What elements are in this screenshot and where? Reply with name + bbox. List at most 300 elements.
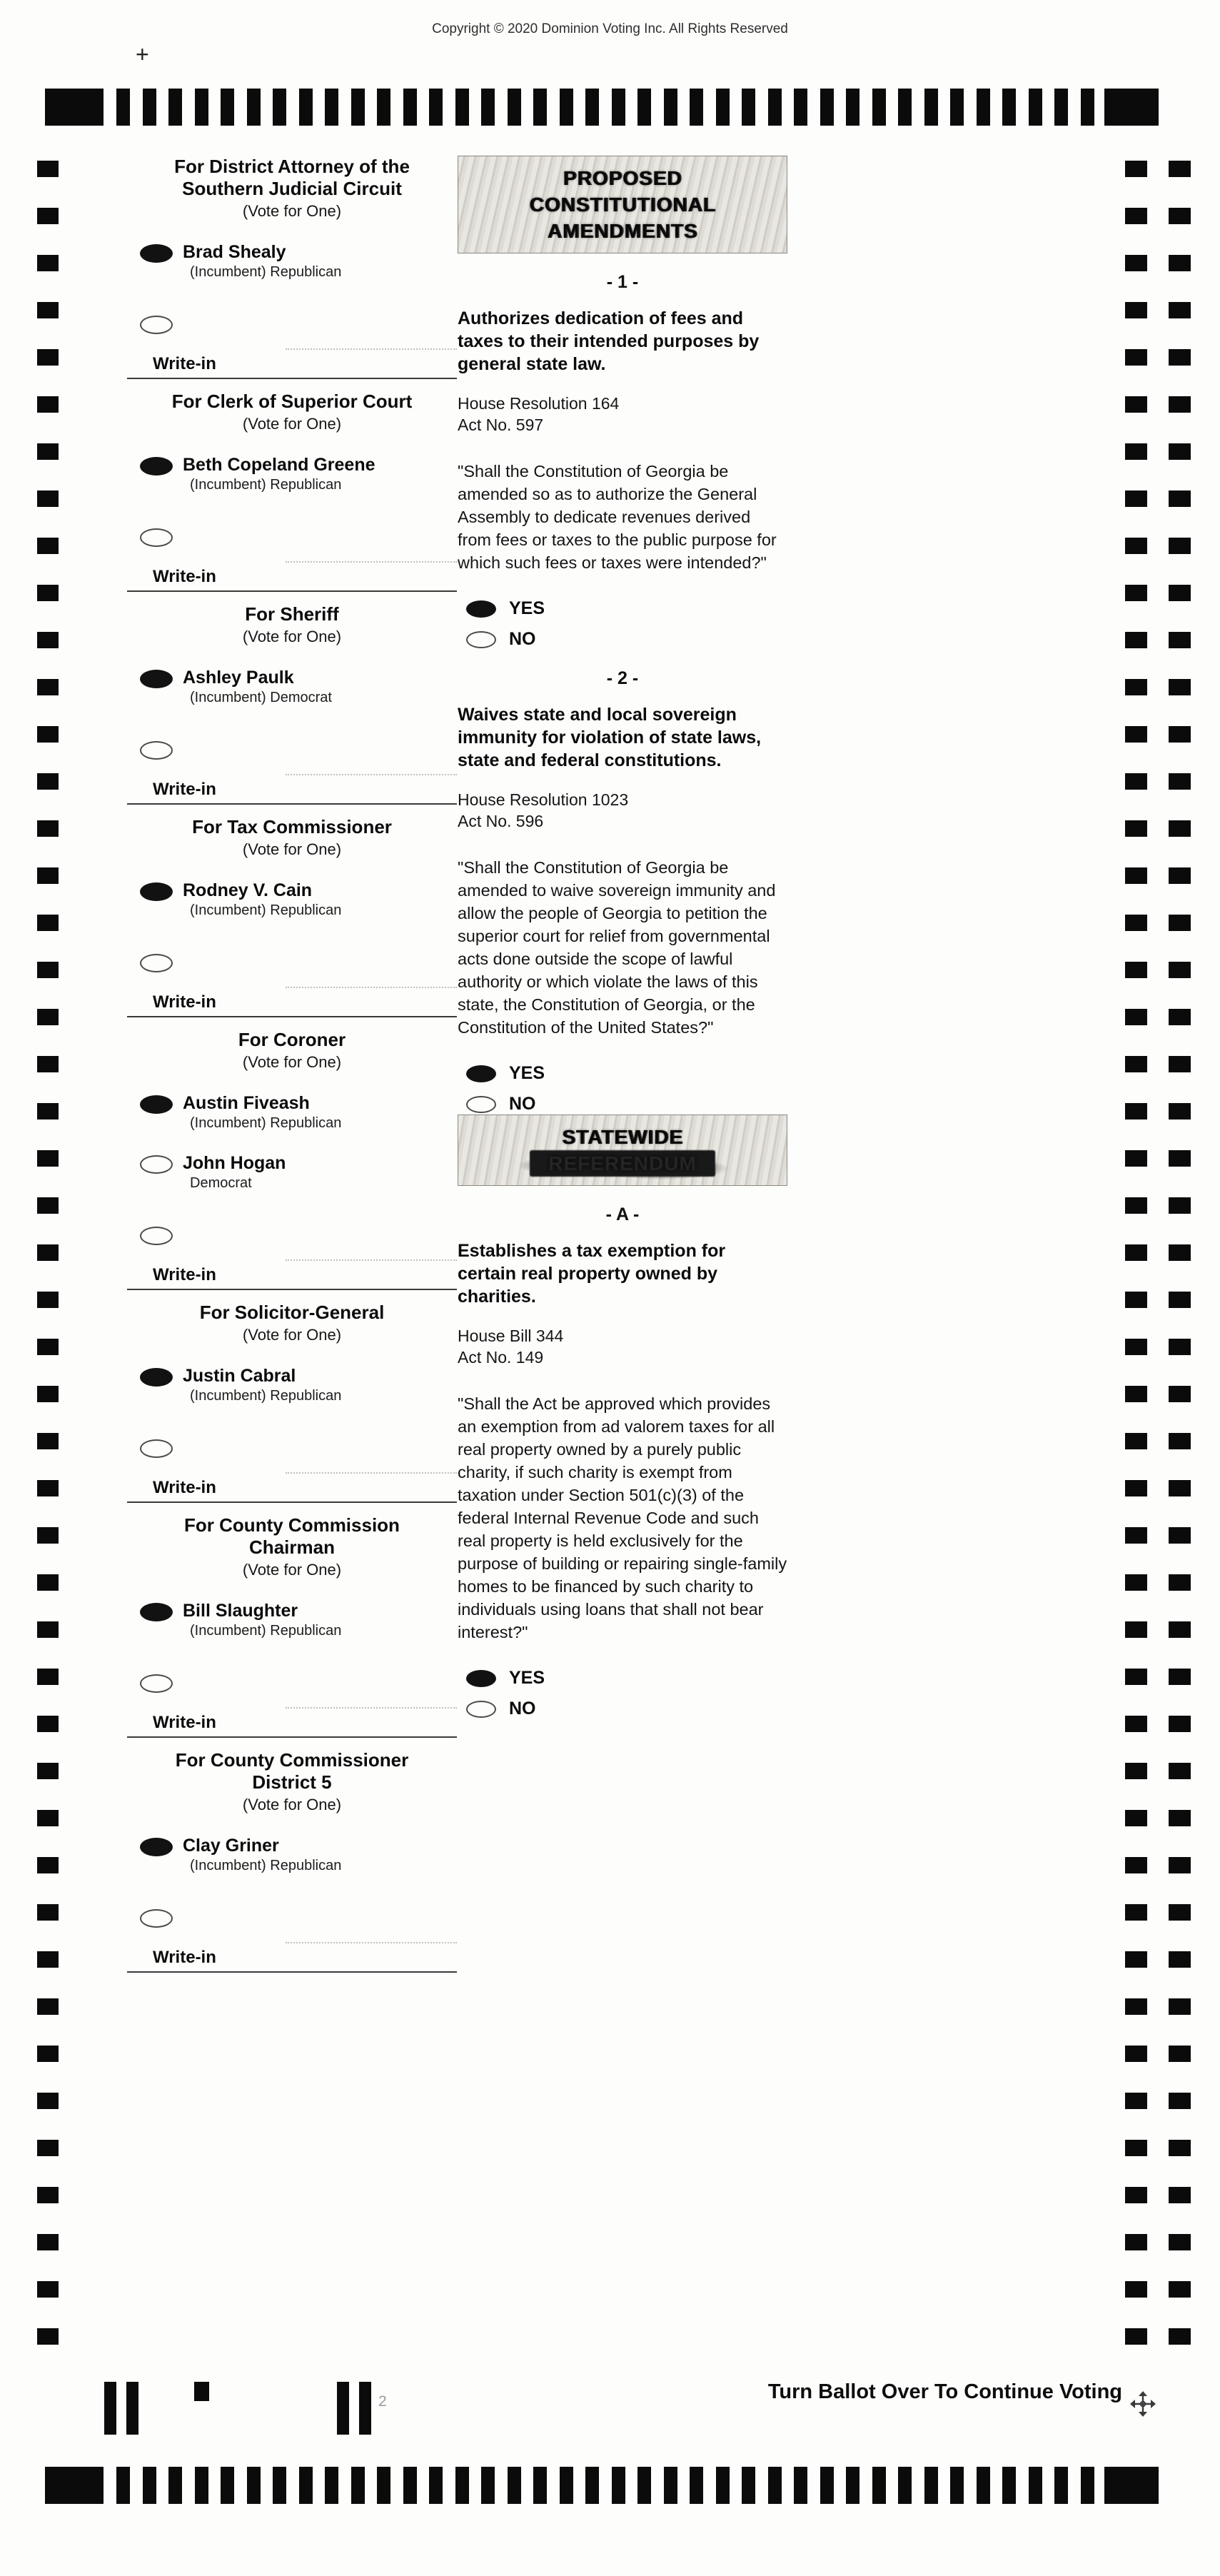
timing-mark xyxy=(455,2467,469,2504)
write-in-rule-line xyxy=(286,348,457,350)
timing-mark xyxy=(1169,2281,1191,2298)
yes-oval[interactable] xyxy=(466,1670,496,1687)
timing-mark xyxy=(37,2140,59,2156)
yes-oval[interactable] xyxy=(466,1065,496,1082)
timing-mark-corner xyxy=(45,2467,104,2504)
timing-mark xyxy=(1081,89,1094,126)
yes-row xyxy=(466,1063,787,1084)
no-label: NO xyxy=(509,1699,536,1719)
candidate-text xyxy=(183,1366,341,1404)
write-in-oval[interactable] xyxy=(140,954,173,972)
timing-mark xyxy=(820,89,834,126)
timing-mark xyxy=(37,1998,59,2015)
contest xyxy=(127,603,457,805)
write-in-choice-row xyxy=(140,526,457,547)
timing-mark xyxy=(1169,2046,1191,2062)
timing-mark xyxy=(742,89,755,126)
contest-instruction: (Vote for One) xyxy=(242,415,342,433)
timing-mark xyxy=(846,2467,859,2504)
timing-mark xyxy=(1125,2281,1147,2298)
timing-mark xyxy=(1125,1810,1147,1826)
write-in-oval[interactable] xyxy=(140,1674,173,1693)
ballot-id-mark xyxy=(126,2382,138,2435)
timing-mark xyxy=(716,2467,730,2504)
contest-title: For Tax Commissioner xyxy=(192,816,392,837)
timing-mark xyxy=(1125,208,1147,224)
timing-mark xyxy=(1169,585,1191,601)
candidate-oval[interactable] xyxy=(140,882,173,901)
write-in-rule-line xyxy=(286,1472,457,1474)
timing-mark xyxy=(1169,1339,1191,1355)
timing-mark xyxy=(37,490,59,507)
timing-mark xyxy=(37,396,59,413)
timing-mark xyxy=(898,89,912,126)
measure-question: "Shall the Act be approved which provides an exemption from ad valorem taxes for all real property owned by a purely public charity, if such charity is exempt from taxation under Section 501(c)(3) of the federal Internal Revenue Code and such real property is held exclusively for the purpose of building or repairing single-family homes to be financed by such charity to individuals using loans that shall not bear interest?" xyxy=(458,1394,787,1641)
write-in-area[interactable] xyxy=(127,1265,457,1290)
candidate-detail: (Incumbent) Republican xyxy=(190,1115,342,1131)
timing-mark xyxy=(1125,161,1147,177)
timing-mark xyxy=(508,89,521,126)
timing-mark xyxy=(1125,632,1147,648)
contest-instruction: (Vote for One) xyxy=(242,1796,342,1813)
timing-mark xyxy=(1125,1056,1147,1072)
candidate-name: Brad Shealy xyxy=(183,242,286,262)
write-in-area[interactable] xyxy=(127,1478,457,1503)
timing-mark xyxy=(1125,1292,1147,1308)
timing-mark xyxy=(1169,2328,1191,2345)
ballot-id-mark xyxy=(104,2382,116,2435)
timing-mark xyxy=(977,2467,990,2504)
timing-mark xyxy=(794,2467,807,2504)
timing-mark xyxy=(481,89,495,126)
measure-section-header: STATEWIDE REFERENDUM xyxy=(458,1115,787,1186)
timing-mark xyxy=(1125,1480,1147,1496)
candidate-oval[interactable] xyxy=(140,1603,173,1621)
timing-mark xyxy=(690,89,703,126)
candidate-list xyxy=(127,455,457,493)
timing-mark xyxy=(950,2467,964,2504)
timing-mark xyxy=(1169,1292,1191,1308)
timing-mark xyxy=(37,302,59,318)
timing-mark xyxy=(1169,679,1191,695)
timing-mark xyxy=(1125,1857,1147,1873)
candidate-list xyxy=(127,880,457,919)
candidate-oval[interactable] xyxy=(140,670,173,688)
no-label: NO xyxy=(509,629,536,649)
timing-mark xyxy=(325,2467,338,2504)
write-in-area[interactable] xyxy=(127,1713,457,1738)
write-in-label: Write-in xyxy=(153,780,216,799)
timing-mark xyxy=(1169,443,1191,460)
write-in-area[interactable] xyxy=(127,1948,457,1973)
timing-mark xyxy=(168,89,182,126)
contest-instruction: (Vote for One) xyxy=(242,1326,342,1344)
timing-mark xyxy=(1169,726,1191,743)
timing-mark xyxy=(37,585,59,601)
timing-mark xyxy=(1125,820,1147,837)
contest xyxy=(127,156,457,379)
measure-summary: Waives state and local sovereign immunity for violation of state laws, state and federal constitutions. xyxy=(458,705,762,770)
timing-mark xyxy=(37,773,59,790)
write-in-label: Write-in xyxy=(153,354,216,373)
ballot-id-mark xyxy=(359,2382,371,2435)
write-in-rule-line xyxy=(286,1942,457,1943)
timing-mark xyxy=(1169,1197,1191,1214)
contest-title: For District Attorney of the Southern Judicial Circuit xyxy=(174,156,410,199)
timing-mark xyxy=(37,1810,59,1826)
timing-mark xyxy=(1125,1386,1147,1402)
write-in-label: Write-in xyxy=(153,1713,216,1732)
contest-title: For Coroner xyxy=(238,1029,346,1050)
timing-mark-corner xyxy=(1104,89,1159,126)
timing-mark xyxy=(325,89,338,126)
timing-mark xyxy=(1169,1150,1191,1167)
ballot-measure xyxy=(458,1204,787,1719)
timing-mark xyxy=(1125,490,1147,507)
timing-mark xyxy=(37,2046,59,2062)
timing-mark xyxy=(533,89,547,126)
timing-mark xyxy=(37,2187,59,2203)
no-label: NO xyxy=(509,1094,536,1114)
contest xyxy=(127,1514,457,1738)
timing-mark xyxy=(37,1904,59,1921)
candidate-oval[interactable] xyxy=(140,1095,173,1114)
timing-mark xyxy=(1125,1763,1147,1779)
no-oval[interactable] xyxy=(466,1701,496,1718)
timing-mark xyxy=(37,538,59,554)
yes-label: YES xyxy=(509,1668,545,1688)
timing-mark xyxy=(116,89,130,126)
candidate-oval[interactable] xyxy=(140,1368,173,1387)
timing-mark xyxy=(612,89,625,126)
timing-mark xyxy=(1002,89,1016,126)
timing-mark xyxy=(1169,962,1191,978)
no-oval[interactable] xyxy=(466,1096,496,1113)
candidate-oval[interactable] xyxy=(140,1838,173,1856)
timing-mark xyxy=(1169,538,1191,554)
timing-mark xyxy=(37,1103,59,1120)
measure-references: House Resolution 1023 Act No. 596 xyxy=(458,790,629,830)
measure-summary: Authorizes dedication of fees and taxes to their intended purposes by general state law. xyxy=(458,308,760,374)
copyright-line: Copyright © 2020 Dominion Voting Inc. All Rights Reserved xyxy=(432,21,788,36)
write-in-choice-row xyxy=(140,739,457,760)
timing-mark xyxy=(1125,1669,1147,1685)
timing-mark xyxy=(1169,1763,1191,1779)
timing-mark xyxy=(1125,2187,1147,2203)
contest-title: For Clerk of Superior Court xyxy=(171,391,413,412)
candidate-text xyxy=(183,1836,341,1874)
timing-mark xyxy=(585,89,599,126)
timing-mark xyxy=(1169,1810,1191,1826)
candidate-text xyxy=(183,455,375,493)
timing-mark xyxy=(37,1386,59,1402)
timing-mark xyxy=(37,1056,59,1072)
timing-mark xyxy=(1169,1480,1191,1496)
timing-mark xyxy=(585,2467,599,2504)
timing-mark xyxy=(1169,1386,1191,1402)
candidate-text xyxy=(183,1601,341,1639)
timing-mark xyxy=(37,820,59,837)
timing-mark xyxy=(351,2467,365,2504)
candidate-list xyxy=(127,1366,457,1404)
timing-mark xyxy=(403,89,417,126)
timing-mark xyxy=(1125,349,1147,366)
timing-mark xyxy=(1125,1527,1147,1544)
write-in-choice-row xyxy=(140,952,457,972)
measure-summary: Establishes a tax exemption for certain real property owned by charities. xyxy=(458,1241,726,1307)
candidate-name: Beth Copeland Greene xyxy=(183,455,375,475)
candidate-detail: (Incumbent) Republican xyxy=(190,1388,342,1404)
timing-mark xyxy=(1125,1197,1147,1214)
timing-mark xyxy=(1081,2467,1094,2504)
contest-title: For Solicitor-General xyxy=(199,1302,385,1323)
candidate-detail: (Incumbent) Democrat xyxy=(190,690,332,705)
contest-instruction: (Vote for One) xyxy=(242,202,342,220)
timing-mark xyxy=(37,915,59,931)
timing-mark xyxy=(37,1244,59,1261)
timing-mark xyxy=(1169,1716,1191,1732)
timing-mark xyxy=(1125,396,1147,413)
timing-mark xyxy=(37,208,59,224)
timing-mark xyxy=(1125,1339,1147,1355)
timing-mark xyxy=(37,2234,59,2250)
timing-mark xyxy=(1125,2093,1147,2109)
timing-mark xyxy=(560,89,573,126)
candidate-row xyxy=(140,455,457,493)
candidate-detail: (Incumbent) Republican xyxy=(190,264,342,280)
timing-mark xyxy=(1169,490,1191,507)
candidate-row xyxy=(140,1366,457,1404)
candidate-row xyxy=(140,880,457,919)
candidate-row xyxy=(140,1093,457,1132)
timing-mark xyxy=(143,89,156,126)
timing-mark xyxy=(1125,302,1147,318)
timing-mark xyxy=(37,1150,59,1167)
candidate-name: Ashley Paulk xyxy=(183,668,294,688)
ballot-id-mark xyxy=(194,2382,209,2401)
write-in-label: Write-in xyxy=(153,1948,216,1967)
timing-mark xyxy=(1169,2093,1191,2109)
timing-mark xyxy=(429,2467,443,2504)
timing-mark xyxy=(872,89,886,126)
timing-mark xyxy=(716,89,730,126)
write-in-oval[interactable] xyxy=(140,1909,173,1928)
contest-title: For County Commission Chairman xyxy=(184,1514,400,1558)
timing-mark xyxy=(481,2467,495,2504)
timing-mark xyxy=(1125,1621,1147,1638)
measures-column xyxy=(458,156,787,1719)
timing-mark xyxy=(1125,1998,1147,2015)
timing-mark xyxy=(1029,2467,1042,2504)
ballot-id-mark xyxy=(337,2382,349,2435)
candidate-list xyxy=(127,242,457,281)
timing-mark xyxy=(1169,1103,1191,1120)
timing-mark xyxy=(1125,679,1147,695)
timing-mark xyxy=(637,89,651,126)
timing-mark xyxy=(1125,1904,1147,1921)
timing-mark xyxy=(37,1009,59,1025)
contest-instruction: (Vote for One) xyxy=(242,840,342,858)
candidate-detail: (Incumbent) Republican xyxy=(190,1858,342,1873)
timing-mark xyxy=(1125,726,1147,743)
candidate-row xyxy=(140,242,457,281)
yes-row xyxy=(466,1668,787,1689)
timing-mark xyxy=(794,89,807,126)
timing-mark xyxy=(1125,2140,1147,2156)
timing-mark xyxy=(195,89,208,126)
measure-number: - 1 - xyxy=(606,272,639,292)
write-in-area[interactable] xyxy=(127,780,457,805)
timing-mark xyxy=(1169,208,1191,224)
timing-mark xyxy=(1169,867,1191,884)
timing-mark xyxy=(1169,1056,1191,1072)
timing-mark xyxy=(1169,632,1191,648)
timing-mark xyxy=(37,1480,59,1496)
timing-mark xyxy=(1125,1009,1147,1025)
timing-mark xyxy=(1169,1669,1191,1685)
measure-question: "Shall the Constitution of Georgia be amended to waive sovereign immunity and allow the people of Georgia to petition the superior court for relief from governmental acts done outside the scope of lawful authority or which violate the laws of this state, the Constitution of Georgia, or the Constitution of the United States?" xyxy=(458,858,776,1037)
candidate-oval[interactable] xyxy=(140,1155,173,1174)
timing-mark xyxy=(533,2467,547,2504)
timing-mark xyxy=(1125,2328,1147,2345)
timing-mark xyxy=(221,89,234,126)
timing-mark xyxy=(1054,2467,1068,2504)
measure-question: "Shall the Constitution of Georgia be amended so as to authorize the General Assembly to dedicate revenues derived from fees or taxes to the public purpose for which such fees or taxes were intended?" xyxy=(458,462,777,572)
timing-mark xyxy=(37,1716,59,1732)
timing-mark xyxy=(37,2281,59,2298)
candidate-list xyxy=(127,1093,457,1192)
timing-mark xyxy=(1125,538,1147,554)
timing-mark xyxy=(846,89,859,126)
timing-mark xyxy=(1169,2234,1191,2250)
timing-mark xyxy=(1125,867,1147,884)
write-in-area[interactable] xyxy=(127,354,457,379)
timing-mark xyxy=(1169,255,1191,271)
candidate-text xyxy=(183,880,341,919)
timing-mark xyxy=(1125,773,1147,790)
timing-mark xyxy=(1169,302,1191,318)
candidate-name: John Hogan xyxy=(183,1153,286,1173)
yes-oval[interactable] xyxy=(466,600,496,618)
timing-mark xyxy=(1169,1857,1191,1873)
write-in-choice-row xyxy=(140,313,457,334)
candidate-row xyxy=(140,1601,457,1639)
sheet-number: 2 xyxy=(378,2393,387,2410)
no-oval[interactable] xyxy=(466,631,496,648)
write-in-rule-line xyxy=(286,1707,457,1709)
candidate-detail: (Incumbent) Republican xyxy=(190,902,342,918)
timing-mark xyxy=(1169,1433,1191,1449)
timing-mark xyxy=(742,2467,755,2504)
timing-mark xyxy=(1169,1621,1191,1638)
timing-mark xyxy=(37,1574,59,1591)
write-in-oval[interactable] xyxy=(140,1227,173,1245)
timing-mark xyxy=(690,2467,703,2504)
timing-mark xyxy=(37,349,59,366)
timing-mark xyxy=(1002,2467,1016,2504)
write-in-rule-line xyxy=(286,561,457,563)
timing-mark xyxy=(1125,2046,1147,2062)
contests-column xyxy=(127,156,457,1973)
write-in-choice-row xyxy=(140,1907,457,1928)
timing-mark xyxy=(37,1433,59,1449)
timing-mark xyxy=(1169,1574,1191,1591)
timing-mark xyxy=(37,1857,59,1873)
no-row xyxy=(466,1699,787,1719)
candidate-detail: (Incumbent) Republican xyxy=(190,1623,342,1639)
timing-mark xyxy=(1169,396,1191,413)
timing-mark xyxy=(37,1197,59,1214)
candidate-detail: (Incumbent) Republican xyxy=(190,477,342,493)
timing-mark xyxy=(1169,161,1191,177)
measure-number: - A - xyxy=(605,1204,640,1224)
contest xyxy=(127,1302,457,1503)
write-in-choice-row xyxy=(140,1672,457,1693)
no-row xyxy=(466,629,787,650)
timing-mark-corner xyxy=(1104,2467,1159,2504)
write-in-oval[interactable] xyxy=(140,316,173,334)
timing-mark xyxy=(455,89,469,126)
timing-mark xyxy=(143,2467,156,2504)
timing-mark xyxy=(299,89,313,126)
write-in-label: Write-in xyxy=(153,992,216,1012)
candidate-name: Clay Griner xyxy=(183,1836,279,1856)
timing-mark xyxy=(37,1339,59,1355)
timing-mark xyxy=(872,2467,886,2504)
candidate-name: Bill Slaughter xyxy=(183,1601,298,1621)
timing-mark xyxy=(508,2467,521,2504)
timing-mark xyxy=(37,1292,59,1308)
timing-mark xyxy=(1125,915,1147,931)
write-in-oval[interactable] xyxy=(140,741,173,760)
timing-mark xyxy=(37,1763,59,1779)
timing-mark xyxy=(1125,1244,1147,1261)
timing-mark xyxy=(299,2467,313,2504)
timing-mark xyxy=(1125,443,1147,460)
contest xyxy=(127,1749,457,1973)
contest-instruction: (Vote for One) xyxy=(242,1053,342,1071)
contest-title: For County Commissioner District 5 xyxy=(175,1749,409,1793)
timing-mark xyxy=(37,726,59,743)
timing-mark xyxy=(37,2093,59,2109)
timing-mark xyxy=(116,2467,130,2504)
write-in-oval[interactable] xyxy=(140,528,173,547)
timing-mark xyxy=(37,632,59,648)
candidate-oval[interactable] xyxy=(140,457,173,476)
timing-mark xyxy=(768,89,782,126)
timing-mark xyxy=(1029,89,1042,126)
yes-row xyxy=(466,598,787,619)
timing-mark xyxy=(377,89,390,126)
timing-mark xyxy=(37,1527,59,1544)
write-in-area[interactable] xyxy=(127,992,457,1017)
candidate-oval[interactable] xyxy=(140,244,173,263)
timing-mark xyxy=(1125,1951,1147,1968)
write-in-area[interactable] xyxy=(127,567,457,592)
timing-mark xyxy=(377,2467,390,2504)
timing-mark xyxy=(195,2467,208,2504)
write-in-oval[interactable] xyxy=(140,1439,173,1458)
timing-mark xyxy=(1169,2140,1191,2156)
measure-references: House Resolution 164 Act No. 597 xyxy=(458,394,620,434)
timing-mark xyxy=(1125,1433,1147,1449)
write-in-label: Write-in xyxy=(153,567,216,586)
timing-mark xyxy=(977,89,990,126)
timing-mark xyxy=(37,161,59,177)
contest-title: For Sheriff xyxy=(245,603,339,625)
timing-mark xyxy=(1169,1244,1191,1261)
timing-mark xyxy=(1125,1574,1147,1591)
